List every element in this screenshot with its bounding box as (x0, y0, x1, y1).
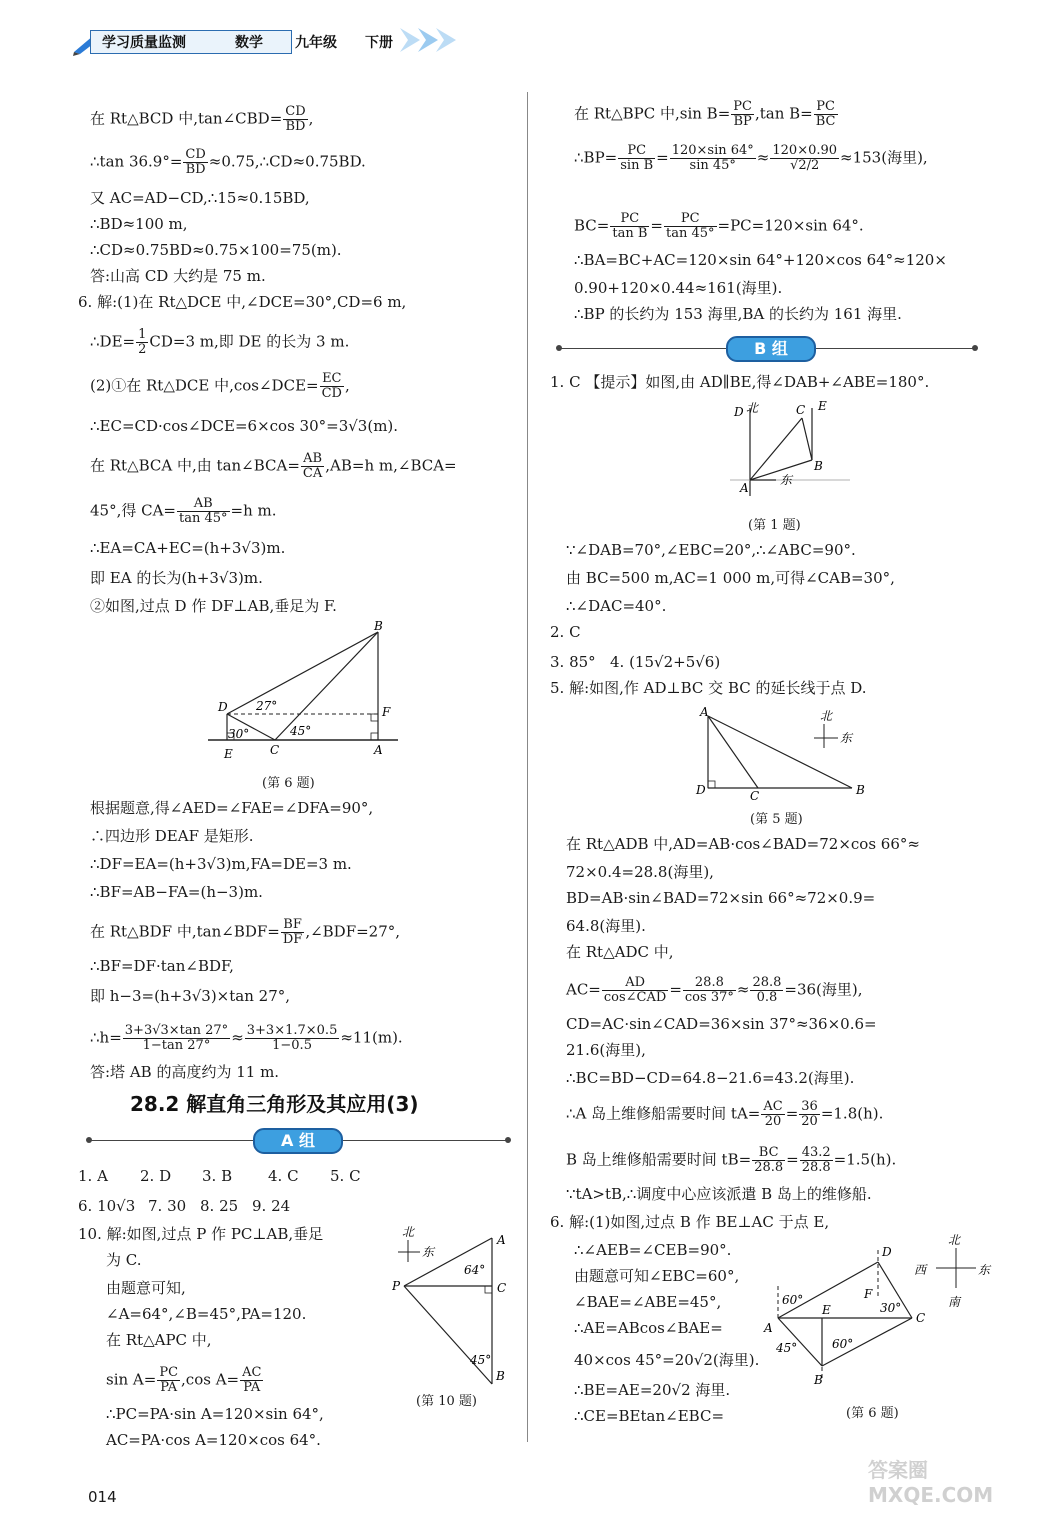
svg-text:东: 东 (422, 1245, 435, 1259)
figure-caption: (第 5 题) (750, 812, 803, 827)
svg-text:45°: 45° (776, 1341, 798, 1355)
text-line: 又 AC=AD−CD,∴15≈0.15BD, (90, 189, 310, 207)
column-divider (527, 92, 528, 1442)
page-number: 014 (88, 1488, 117, 1506)
svg-text:北: 北 (948, 1233, 961, 1247)
text-line: sin A= $\frac{PC}{PA}$ ,cos A= $\frac{AC}{PA}$ (106, 1365, 262, 1395)
svg-text:P: P (392, 1279, 401, 1293)
svg-text:E: E (822, 1303, 831, 1317)
svg-text:南: 南 (948, 1295, 961, 1309)
answer: 4. (15√2+5√6) (610, 653, 721, 671)
answer: 6. 10√3 (78, 1197, 136, 1215)
chevron-arrows-icon (400, 26, 470, 54)
answer: 4. C (268, 1167, 299, 1185)
figure-caption: (第 1 题) (748, 518, 801, 533)
text-line: 答:塔 AB 的高度约为 11 m. (90, 1063, 280, 1081)
svg-text:45°: 45° (470, 1353, 492, 1367)
svg-text:30°: 30° (228, 727, 250, 741)
text-line: ②如图,过点 D 作 DF⊥AB,垂足为 F. (90, 597, 337, 615)
group-b-badge: B 组 (726, 336, 816, 362)
text-line: ∴DF=EA=(h+3√3)m,FA=DE=3 m. (90, 855, 352, 873)
header-volume: 下册 (365, 35, 393, 51)
text-line: AC=PA·cos A=120×cos 64°. (106, 1431, 321, 1449)
text-line: 64.8(海里). (566, 917, 646, 935)
figure-1 (730, 396, 850, 506)
svg-text:C: C (750, 789, 760, 803)
text-line: ∴AE=ABcos∠BAE= (574, 1319, 723, 1337)
answer: 3. 85° (550, 653, 596, 671)
text-line: 为 C. (106, 1251, 142, 1269)
answer: 8. 25 (200, 1197, 239, 1215)
answer: 7. 30 (148, 1197, 187, 1215)
text-line: ∴A 岛上维修船需要时间 tA= $\frac{AC}{20}$ = $\frac{36}{20}$ =1.8(h). (566, 1099, 884, 1129)
answer-b5: 5. 解:如图,作 AD⊥BC 交 BC 的延长线于点 D. (550, 679, 867, 697)
svg-text:C: C (796, 403, 806, 417)
svg-text:E: E (224, 747, 233, 761)
svg-text:27°: 27° (256, 699, 278, 713)
svg-text:北: 北 (820, 709, 833, 723)
svg-text:北: 北 (402, 1225, 415, 1239)
svg-text:D: D (696, 783, 706, 797)
text-line: 21.6(海里), (566, 1041, 646, 1059)
answer-b6: 6. 解:(1)如图,过点 B 作 BE⊥AC 于点 E, (550, 1213, 830, 1231)
svg-text:C: C (916, 1311, 926, 1325)
text-line: ∴CD≈0.75BD≈0.75×100=75(m). (90, 241, 342, 259)
text-line: 在 Rt△BCA 中,由 tan∠BCA= $\frac{AB}{CA}$ ,AB=h m,∠BCA= (90, 451, 457, 481)
text-line: ∴∠AEB=∠CEB=90°. (574, 1241, 732, 1259)
text-line: 由 BC=500 m,AC=1 000 m,可得∠CAB=30°, (566, 569, 895, 587)
answer: 3. B (202, 1167, 233, 1185)
svg-text:A: A (740, 481, 749, 495)
text-line: 根据题意,得∠AED=∠FAE=∠DFA=90°, (90, 799, 374, 817)
divider-dot (505, 1137, 511, 1143)
text-line: ∴DE= $\frac{1}{2}$ CD=3 m,即 DE 的长为 3 m. (90, 327, 350, 357)
svg-text:B: B (496, 1369, 505, 1383)
text-line: AC= AD cos∠CAD = $\frac{28.8}{\cos 37^\circ}$ ≈ $\frac{28.8}{0.8}$ =36(海里), (566, 975, 863, 1005)
svg-text:东: 东 (978, 1263, 991, 1277)
svg-text:D: D (882, 1245, 892, 1259)
answer: 2. C (550, 623, 581, 641)
svg-text:北: 北 (746, 401, 759, 415)
text-line: ∴BP= $\frac{PC}{\text{sin B}}$ = $\frac{120\times\sin 64^\circ}{\sin 45^\circ}$ ≈ $\frac{120\times 0.90}{√2/2}$ ≈153(海里), (574, 143, 928, 173)
text-line: 72×0.4=28.8(海里), (566, 863, 714, 881)
text-line: 40×cos 45°=20√2(海里). (574, 1351, 760, 1369)
text-line: BC= $\frac{PC}{\text{tan B}}$ = $\frac{PC}{\tan 45^\circ}$ =PC=120×sin 64°. (574, 211, 864, 241)
text-line: ∠A=64°,∠B=45°,PA=120. (106, 1305, 307, 1323)
answer: 5. C (330, 1167, 361, 1185)
svg-text:60°: 60° (832, 1337, 854, 1351)
text-line: ∴EC=CD·cos∠DCE=6×cos 30°=3√3(m). (90, 417, 399, 435)
text-line: ∴∠DAC=40°. (566, 597, 667, 615)
svg-text:西: 西 (914, 1263, 927, 1277)
text-line: ∴BE=AE=20√2 海里. (574, 1381, 731, 1399)
answer: 2. D (140, 1167, 172, 1185)
svg-text:30°: 30° (880, 1301, 902, 1315)
text-line: ∴tan 36.9°= $\frac{CD}{BD}$ ≈0.75,∴CD≈0.75BD. (90, 147, 366, 177)
svg-text:B: B (814, 1373, 823, 1387)
svg-text:D: D (218, 700, 228, 714)
svg-text:F: F (382, 705, 391, 719)
text-line: ∴BA=BC+AC=120×sin 64°+120×cos 64°≈120× (574, 251, 947, 269)
text-line: (2)①在 Rt△DCE 中,cos∠DCE= $\frac{EC}{CD}$ , (90, 371, 350, 401)
svg-text:C: C (497, 1281, 507, 1295)
page-header (70, 24, 470, 56)
text-line: ∠BAE=∠ABE=45°, (574, 1293, 722, 1311)
text-line: 在 Rt△ADC 中, (566, 943, 674, 961)
question-6: 6. 解:(1)在 Rt△DCE 中,∠DCE=30°,CD=6 m, (78, 293, 407, 311)
watermark: 答案圈 MXQE.COM (868, 1458, 994, 1507)
header-subject: 数学 (235, 35, 263, 51)
text-line: 答:山高 CD 大约是 75 m. (90, 267, 266, 285)
svg-text:A: A (497, 1233, 506, 1247)
svg-text:B: B (814, 459, 823, 473)
figure-6-right (760, 1226, 1000, 1396)
text-line: 即 h−3=(h+3√3)×tan 27°, (90, 987, 291, 1005)
text-line: CD=AC·sin∠CAD=36×sin 37°≈36×0.6= (566, 1015, 877, 1033)
group-a-badge: A 组 (253, 1128, 343, 1154)
text-line: ∴h= $\frac{3+3√3\times\tan 27^\circ}{1-\tan 27^\circ}$ ≈ $\frac{3+3\times 1.7\times 0.5}{1-0.5}$ ≈11(m). (90, 1023, 403, 1053)
text-line: ∴BD≈100 m, (90, 215, 188, 233)
text-line: BD=AB·sin∠BAD=72×sin 66°≈72×0.9= (566, 889, 876, 907)
header-series: 学习质量监测 (102, 35, 186, 51)
svg-text:E: E (818, 399, 827, 413)
answer-b1: 1. C 【提示】如图,由 AD∥BE,得∠DAB+∠ABE=180°. (550, 373, 930, 391)
text-line: B 岛上维修船需要时间 tB= $\frac{BC}{28.8}$ = $\frac{43.2}{28.8}$ =1.5(h). (566, 1145, 897, 1175)
svg-text:C: C (270, 743, 280, 757)
text-line: 0.90+120×0.44≈161(海里). (574, 279, 783, 297)
section-title: 28.2 解直角三角形及其应用(3) (130, 1092, 419, 1116)
svg-text:D: D (734, 405, 744, 419)
text-line: ∴CE=BEtan∠EBC= (574, 1407, 725, 1425)
text-line: ∴EA=CA+EC=(h+3√3)m. (90, 539, 286, 557)
answer: 9. 24 (252, 1197, 291, 1215)
text-line: ∴BC=BD−CD=64.8−21.6=43.2(海里). (566, 1069, 855, 1087)
svg-text:45°: 45° (290, 724, 312, 738)
figure-caption: (第 10 题) (416, 1394, 477, 1409)
text-line: 在 Rt△BDF 中,tan∠BDF= $\frac{BF}{DF}$ ,∠BDF=27°, (90, 917, 401, 947)
figure-10 (392, 1222, 522, 1392)
text-line: 由题意可知, (106, 1279, 186, 1297)
svg-text:A: A (764, 1321, 773, 1335)
svg-text:B: B (374, 619, 383, 633)
svg-text:东: 东 (780, 473, 793, 487)
text-line: 在 Rt△BPC 中,sin B= $\frac{PC}{BP}$ ,tan B= $\frac{PC}{BC}$ (574, 99, 836, 129)
divider-dot (972, 345, 978, 351)
svg-text:B: B (856, 783, 865, 797)
text-line: ∴BF=AB−FA=(h−3)m. (90, 883, 263, 901)
text-line: ∵tA>tB,∴调度中心应该派遣 B 岛上的维修船. (566, 1185, 872, 1203)
svg-text:A: A (700, 705, 709, 719)
svg-text:F: F (864, 1287, 873, 1301)
figure-caption: (第 6 题) (262, 776, 315, 791)
answer: 1. A (78, 1167, 108, 1185)
text-line: 在 Rt△ADB 中,AD=AB·cos∠BAD=72×cos 66°≈ (566, 835, 920, 853)
text-line: 在 Rt△APC 中, (106, 1331, 212, 1349)
svg-text:60°: 60° (782, 1293, 804, 1307)
text-line: ∴四边形 DEAF 是矩形. (90, 827, 254, 845)
text-line: 在 Rt△BCD 中,tan∠CBD= $\frac{CD}{BD}$ , (90, 104, 314, 134)
svg-text:64°: 64° (464, 1263, 486, 1277)
figure-caption: (第 6 题) (846, 1406, 899, 1421)
svg-text:A: A (374, 743, 383, 757)
figure-5 (690, 704, 870, 804)
text-line: ∴PC=PA·sin A=120×sin 64°, (106, 1405, 324, 1423)
question-10: 10. 解:如图,过点 P 作 PC⊥AB,垂足 (78, 1225, 324, 1243)
text-line: 即 EA 的长为(h+3√3)m. (90, 569, 263, 587)
text-line: 由题意可知∠EBC=60°, (574, 1267, 740, 1285)
text-line: ∴BF=DF·tan∠BDF, (90, 957, 234, 975)
svg-text:东: 东 (840, 731, 853, 745)
text-line: ∴BP 的长约为 153 海里,BA 的长约为 161 海里. (574, 305, 902, 323)
figure-6-left (200, 618, 410, 768)
text-line: ∵∠DAB=70°,∠EBC=20°,∴∠ABC=90°. (566, 541, 856, 559)
header-grade: 九年级 (295, 35, 337, 51)
text-line: 45°,得 CA= $\frac{AB}{\tan 45^\circ}$ =h m. (90, 496, 277, 526)
